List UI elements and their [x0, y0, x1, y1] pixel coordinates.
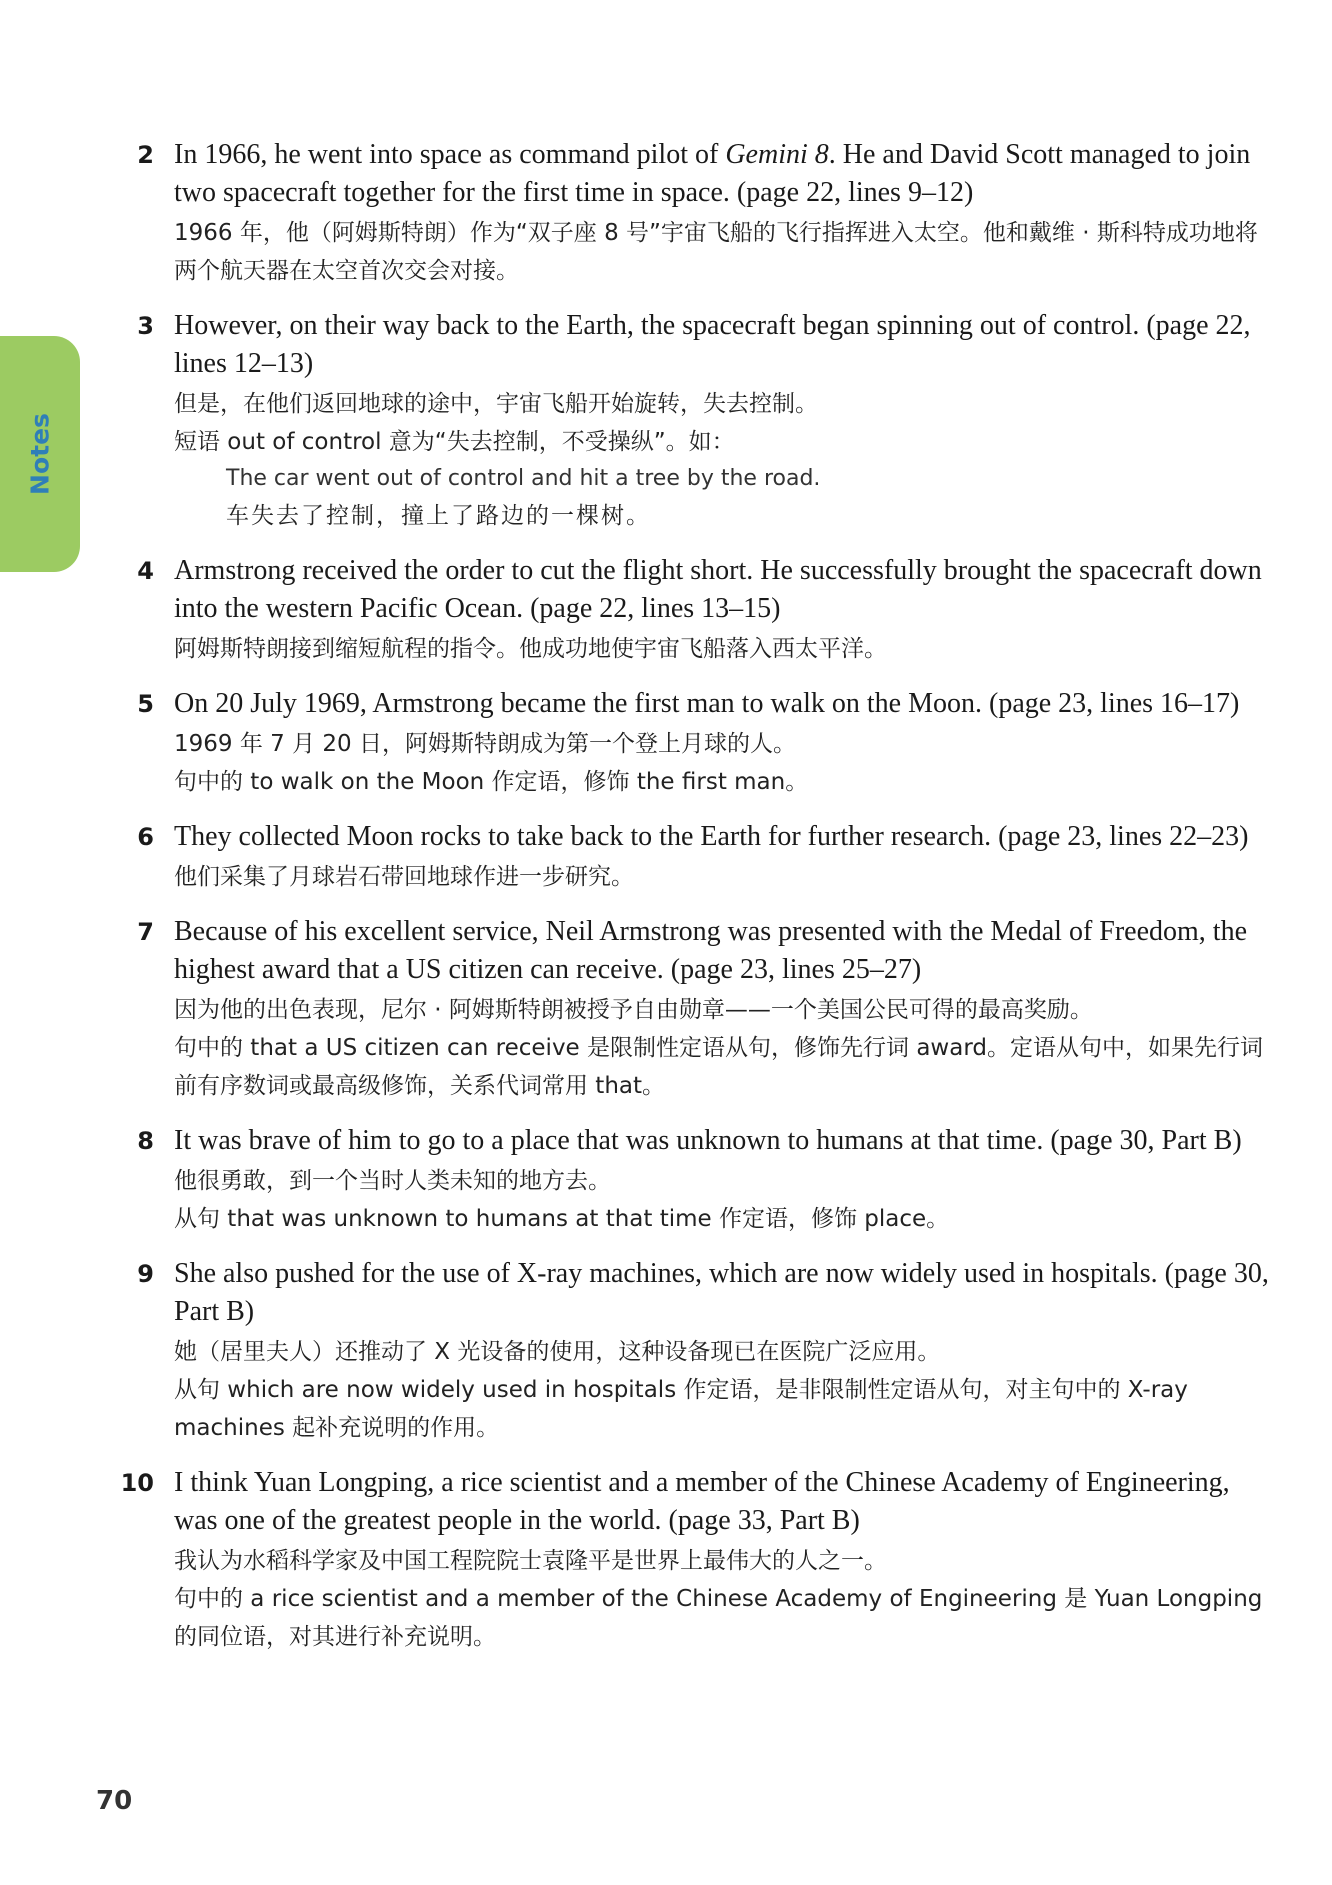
- note-2: [96, 136, 1276, 290]
- chinese-translation: 1966 年，他（阿姆斯特朗）作为“双子座 8 号”宇宙飞船的飞行指挥进入太空。他和戴维 · 斯科特成功地将两个航天器在太空首次交会对接。: [174, 220, 1258, 284]
- chinese-translation: 阿姆斯特朗接到缩短航程的指令。他成功地使宇宙飞船落入西太平洋。: [174, 636, 887, 662]
- chinese-explanation: 句中的 that a US citizen can receive 是限制性定语从句，修饰先行词 award。定语从句中，如果先行词前有序数词或最高级修饰，关系代词常用 that。: [174, 1035, 1263, 1099]
- page-number: 70: [96, 1786, 133, 1816]
- example-sentence: The car went out of control and hit a tree by the road.: [226, 466, 821, 491]
- note-number: 7: [137, 918, 154, 946]
- chinese-explanation: 从句 which are now widely used in hospitals 作定语，是非限制性定语从句，对主句中的 X-ray machines 起补充说明的作用。: [174, 1377, 1188, 1441]
- example-translation: 车失去了控制，撞上了路边的一棵树。: [226, 503, 651, 529]
- note-number: 9: [137, 1260, 154, 1288]
- chinese-explanation: 从句 that was unknown to humans at that time 作定语，修饰 place。: [174, 1206, 950, 1232]
- english-sentence: It was brave of him to go to a place that was unknown to humans at that time. (page 30, Part B): [174, 1125, 1242, 1156]
- chinese-translation: 因为他的出色表现，尼尔 · 阿姆斯特朗被授予自由勋章——一个美国公民可得的最高奖励。: [174, 997, 1093, 1023]
- note-4: [96, 552, 1276, 668]
- english-sentence: On 20 July 1969, Armstrong became the first man to walk on the Moon. (page 23, lines 16–17): [174, 688, 1240, 719]
- chinese-translation: 他们采集了月球岩石带回地球作进一步研究。: [174, 864, 634, 890]
- note-number: 10: [120, 1469, 154, 1497]
- note-number: 2: [137, 141, 154, 169]
- chinese-explanation: 句中的 to walk on the Moon 作定语，修饰 the first man。: [174, 769, 809, 795]
- english-sentence: I think Yuan Longping, a rice scientist and a member of the Chinese Academy of Engineering, was one of the greatest people in the world. (page 33, Part B): [174, 1467, 1230, 1536]
- note-number: 5: [137, 690, 154, 718]
- notes-side-tab: [0, 336, 80, 572]
- chinese-explanation: 句中的 a rice scientist and a member of the Chinese Academy of Engineering 是 Yuan Longping 的同位语，对其进行补充说明。: [174, 1586, 1263, 1650]
- chinese-translation: 但是，在他们返回地球的途中，宇宙飞船开始旋转，失去控制。: [174, 391, 818, 417]
- english-sentence: They collected Moon rocks to take back to the Earth for further research. (page 23, lines 22–23): [174, 821, 1249, 852]
- note-number: 3: [137, 312, 154, 340]
- chinese-translation: 1969 年 7 月 20 日，阿姆斯特朗成为第一个登上月球的人。: [174, 731, 796, 757]
- note-10: [96, 1464, 1276, 1656]
- english-sentence: Because of his excellent service, Neil Armstrong was presented with the Medal of Freedom, the highest award that a US citizen can receive. (page 23, lines 25–27): [174, 916, 1248, 985]
- english-sentence: Armstrong received the order to cut the flight short. He successfully brought the spacecraft down into the western Pacific Ocean. (page 22, lines 13–15): [174, 555, 1262, 624]
- note-7: [96, 913, 1276, 1105]
- note-9: [96, 1255, 1276, 1447]
- note-number: 4: [137, 557, 154, 585]
- note-5: [96, 685, 1276, 801]
- english-sentence: In 1966, he went into space as command pilot of Gemini 8. He and David Scott managed to join two spacecraft together for the first time in space. (page 22, lines 9–12): [174, 139, 1251, 208]
- note-number: 6: [137, 823, 154, 851]
- note-number: 8: [137, 1127, 154, 1155]
- note-6: [96, 818, 1276, 896]
- chinese-explanation: 短语 out of control 意为“失去控制，不受操纵”。如：: [174, 429, 735, 455]
- english-sentence: She also pushed for the use of X-ray machines, which are now widely used in hospitals. (page 30, Part B): [174, 1258, 1269, 1327]
- note-3: [96, 307, 1276, 535]
- note-8: [96, 1122, 1276, 1238]
- english-sentence: However, on their way back to the Earth, the spacecraft began spinning out of control. (page 22, lines 12–13): [174, 310, 1251, 379]
- side-tab-label: Notes: [25, 413, 55, 495]
- chinese-translation: 我认为水稻科学家及中国工程院院士袁隆平是世界上最伟大的人之一。: [174, 1548, 887, 1574]
- notes-content: [96, 136, 1276, 1673]
- chinese-translation: 他很勇敢，到一个当时人类未知的地方去。: [174, 1168, 611, 1194]
- chinese-translation: 她（居里夫人）还推动了 X 光设备的使用，这种设备现已在医院广泛应用。: [174, 1339, 941, 1365]
